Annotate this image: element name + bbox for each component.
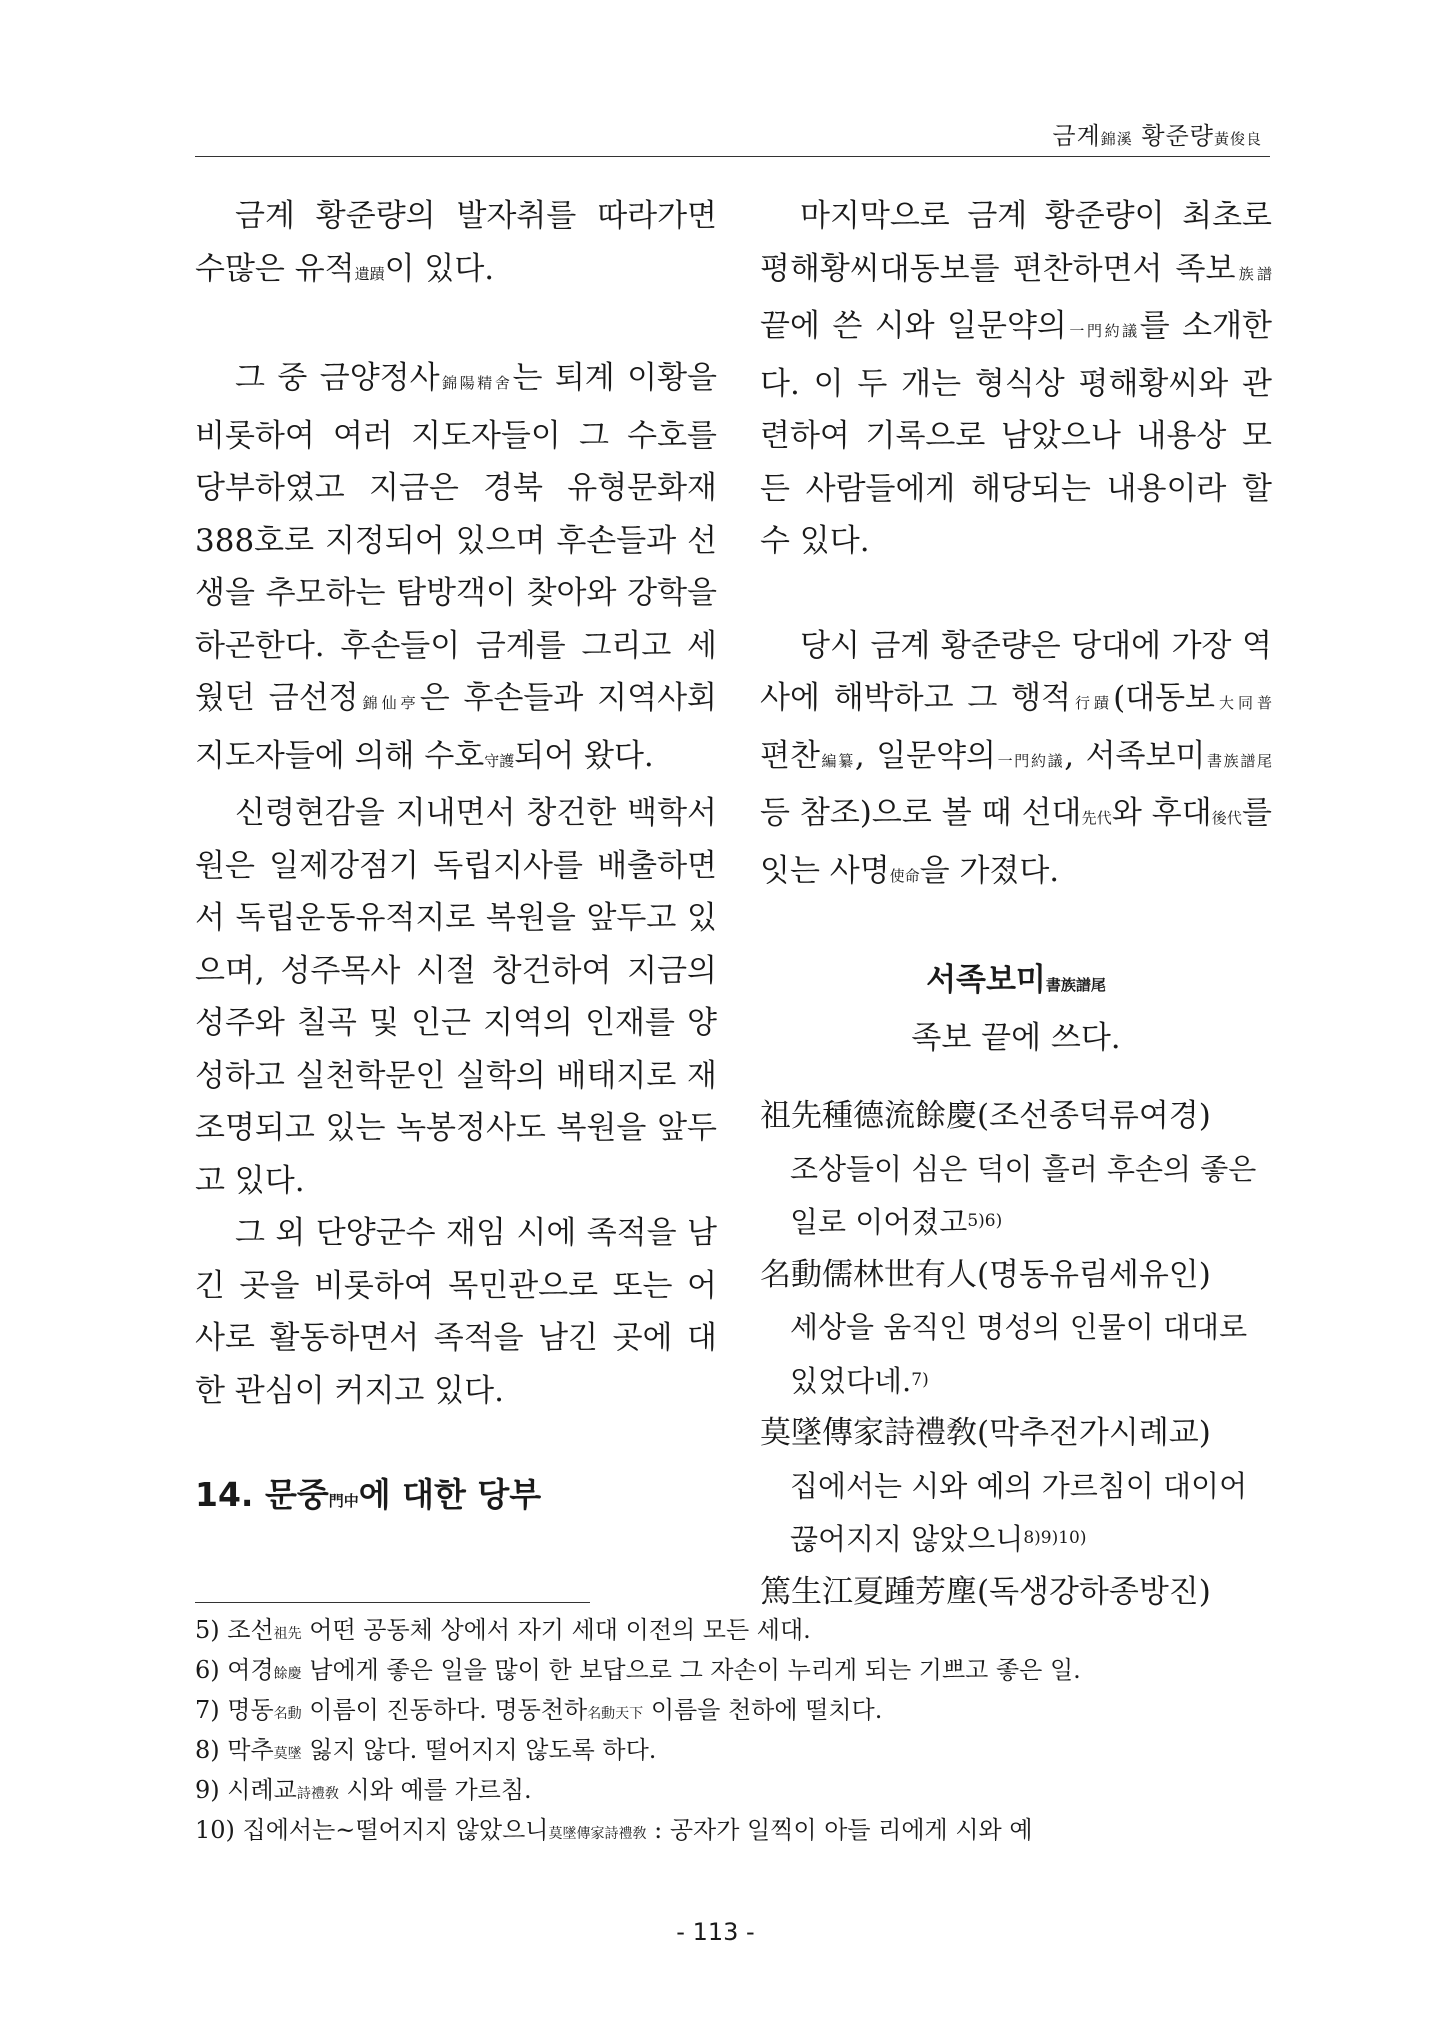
page-number: - 113 - (676, 1918, 755, 1946)
poem-line: 篤生江夏踵芳塵(독생강하종방진) (760, 1573, 1211, 1610)
poem-translation: 집에서는 시와 예의 가르침이 대이어 끊어지지 않았으니$^{8)9)10)}$ (790, 1468, 1248, 1556)
poem-translation: 세상을 움직인 명성의 인물이 대대로 있었다네.$^{7)}$ (790, 1310, 1248, 1398)
right-column (760, 190, 1272, 1618)
paragraph: 당시 금계 황준량은 당대에 가장 역사에 해박하고 그 행적行蹟(대동보大同普 편찬編纂, 일문약의一門約議, 서족보미書族譜尾 등 참조)으로 볼 때 선대先代와 후대後代를 잇는 사명使命을 가졌다. (760, 627, 1272, 889)
paragraph: 그 외 단양군수 재임 시에 족적을 남긴 곳을 비롯하여 목민관으로 또는 어사로 활동하면서 족적을 남긴 곳에 대한 관심이 커지고 있다. (195, 1215, 717, 1409)
poem-line: 名動儒林世有人(명동유림세유인) (760, 1256, 1211, 1293)
footnotes (195, 1612, 1270, 1852)
footnote-divider (195, 1602, 590, 1603)
footnote: 6) 여경餘慶 남에게 좋은 일을 많이 한 보답으로 그 자손이 누리게 되는 기쁘고 좋은 일. (195, 1656, 1081, 1684)
header-title: 금계錦溪 황준량黃俊良 (1052, 122, 1262, 150)
poem-title: 서족보미書族譜尾 (926, 962, 1106, 998)
poem-line: 祖先種德流餘慶(조선종덕류여경) (760, 1098, 1211, 1134)
section-heading: 14. 문중門中에 대한 당부 (195, 1475, 542, 1514)
paragraph: 마지막으로 금계 황준량이 최초로 평해황씨대동보를 편찬하면서 족보族譜 끝에 쓴 시와 일문약의一門約議를 소개한다. 이 두 개는 형식상 평해황씨와 관련하여 기록으로 남았으나 내용상 모든 사람들에게 해당되는 내용이라 할 수 있다. (760, 198, 1273, 559)
footnote: 9) 시례교詩禮敎 시와 예를 가르침. (195, 1776, 532, 1804)
footnote: 10) 집에서는~떨어지지 않았으니莫墜傳家詩禮敎 : 공자가 일찍이 아들 리에게 시와 예 (195, 1816, 1033, 1844)
poem (760, 1090, 1272, 1618)
footnote: 7) 명동名動 이름이 진동하다. 명동천하名動天下 이름을 천하에 떨치다. (195, 1696, 883, 1724)
running-header (195, 112, 1270, 157)
paragraph: 그 중 금양정사錦陽精舍는 퇴계 이황을 비롯하여 여러 지도자들이 그 수호를 당부하였고 지금은 경북 유형문화재 388호로 지정되어 있으며 후손들과 선생을 추모하는 탐방객이 찾아와 강학을 하곤한다. 후손들이 금계를 그리고 세웠던 금선정錦仙亭은 후손들과 지역사회 지도자들에 의해 수호守護되어 왔다. (195, 360, 717, 774)
footnote: 8) 막추莫墜 잃지 않다. 떨어지지 않도록 하다. (195, 1736, 657, 1764)
paragraph: 신령현감을 지내면서 창건한 백학서원은 일제강점기 독립지사를 배출하면서 독립운동유적지로 복원을 앞두고 있으며, 성주목사 시절 창건하여 지금의 성주와 칠곡 및 인근 지역의 인재를 양성하고 실천학문인 실학의 배태지로 재조명되고 있는 녹봉정사도 복원을 앞두고 있다. (195, 795, 717, 1199)
poem-translation: 조상들이 심은 덕이 흘러 후손의 좋은 일로 이어졌고$^{5)6)}$ (790, 1151, 1257, 1239)
left-column (195, 190, 717, 1528)
paragraph: 금계 황준량의 발자취를 따라가면 수많은 유적遺蹟이 있다. (195, 198, 717, 287)
poem-subtitle: 족보 끝에 쓰다. (911, 1019, 1121, 1056)
footnote: 5) 조선祖先 어떤 공동체 상에서 자기 세대 이전의 모든 세대. (195, 1616, 811, 1644)
poem-line: 莫墜傳家詩禮敎(막추전가시례교) (760, 1415, 1211, 1451)
